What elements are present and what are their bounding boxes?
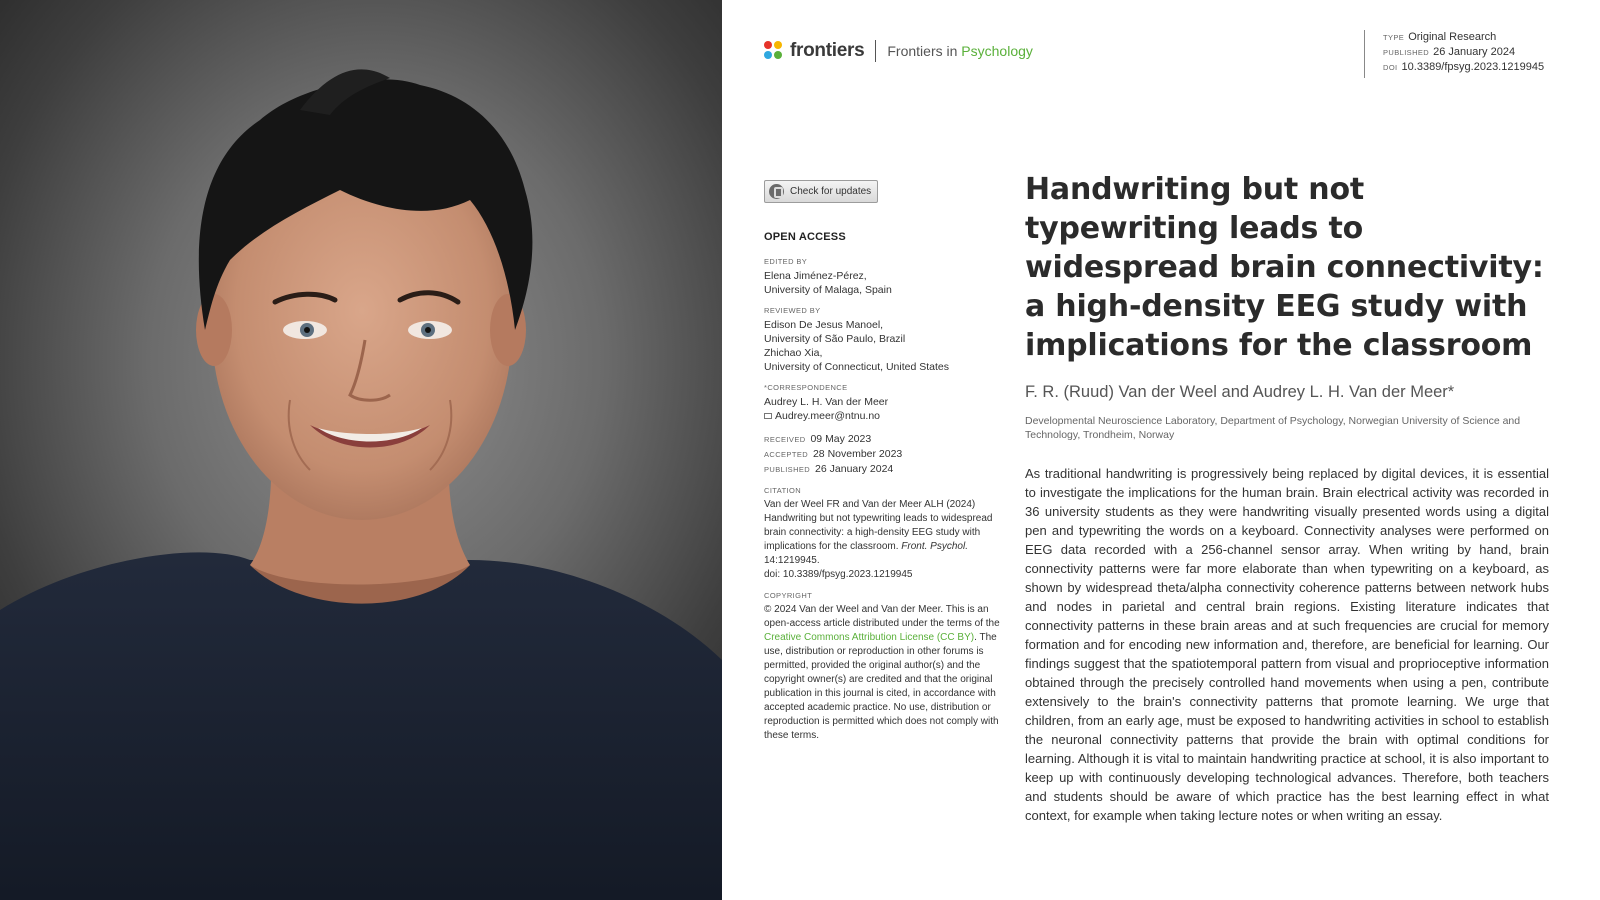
doi-line[interactable] — [1383, 60, 1544, 75]
journal-highlight: Psychology — [961, 43, 1033, 59]
correspondence-email-line[interactable] — [764, 409, 1004, 423]
doi-label: DOI — [1383, 63, 1398, 72]
open-access-heading: OPEN ACCESS — [764, 231, 846, 243]
correspondence-email[interactable]: Audrey.meer@ntnu.no — [775, 410, 881, 422]
brand-name[interactable]: frontiers — [790, 40, 865, 61]
accepted-date: 28 November 2023 — [812, 448, 903, 460]
license-link[interactable]: Creative Commons Attribution License (CC BY) — [764, 632, 975, 643]
doi-value[interactable]: 10.3389/fpsyg.2023.1219945 — [1401, 61, 1545, 73]
copyright-block — [764, 591, 1004, 743]
published-line — [1383, 45, 1544, 60]
article-sidebar — [764, 180, 1004, 752]
edited-by-label: EDITED BY — [764, 257, 808, 266]
article-affiliation: Developmental Neuroscience Laboratory, Department of Psychology, Norwegian University of Science and Technology, Trondheim, Norway — [1025, 415, 1521, 441]
received-label: RECEIVED — [764, 435, 806, 444]
published-label: PUBLISHED — [764, 465, 811, 474]
reviewer-affiliation: University of São Paulo, Brazil — [764, 333, 906, 345]
journal-prefix: Frontiers in — [887, 43, 962, 59]
reviewer-name: Zhichao Xia, — [764, 347, 823, 359]
correspondence-name: Audrey L. H. Van der Meer — [764, 396, 889, 408]
crossmark-icon — [769, 184, 784, 199]
envelope-icon — [764, 413, 772, 419]
edited-by-block — [764, 257, 1004, 297]
copyright-pre: © 2024 Van der Weel and Van der Meer. This is an open-access article distributed under the terms of the — [764, 604, 1000, 629]
published-label: PUBLISHED — [1383, 48, 1430, 57]
journal-name[interactable] — [887, 43, 1033, 59]
dates-block — [764, 432, 1004, 477]
correspondence-block — [764, 383, 1004, 423]
citation-doi[interactable]: doi: 10.3389/fpsyg.2023.1219945 — [764, 569, 913, 580]
citation-block — [764, 486, 1004, 582]
reviewer-name: Edison De Jesus Manoel, — [764, 319, 884, 331]
reviewed-by-block — [764, 306, 1004, 374]
type-label: TYPE — [1383, 33, 1405, 42]
published-line — [764, 462, 1004, 477]
reviewed-by-label: REVIEWED BY — [764, 306, 821, 315]
published-value: 26 January 2024 — [1433, 46, 1516, 58]
accepted-line — [764, 447, 1004, 462]
copyright-post: . The use, distribution or reproduction in other forums is permitted, provided the original author(s) and the copyright owner(s) are credited and that the original publication in this journal is cited, in accordance with accepted academic practice. No use, distribution or reproduction is permitted which does not comply with these terms. — [764, 632, 999, 741]
received-line — [764, 432, 1004, 447]
received-date: 09 May 2023 — [810, 433, 872, 445]
citation-text — [764, 498, 1004, 582]
accepted-label: ACCEPTED — [764, 450, 809, 459]
masthead-divider — [875, 40, 876, 62]
published-date: 26 January 2024 — [815, 463, 894, 475]
reviewer-affiliation: University of Connecticut, United States — [764, 361, 950, 373]
journal-masthead — [764, 36, 1033, 66]
editor-affiliation: University of Malaga, Spain — [764, 284, 892, 296]
type-line — [1383, 30, 1544, 45]
article-authors: F. R. (Ruud) Van der Weel and Audrey L. H. Van der Meer* — [1025, 383, 1455, 401]
correspondence-label: *CORRESPONDENCE — [764, 383, 848, 392]
portrait-illustration — [0, 0, 722, 900]
article-main — [1025, 170, 1549, 825]
citation-label: CITATION — [764, 486, 802, 495]
citation-main: Van der Weel FR and Van der Meer ALH (2024) Handwriting but not typewriting leads to widespread brain connectivity: a high-density EEG study with implications for the classroom. — [764, 499, 993, 552]
check-for-updates-button[interactable] — [764, 180, 878, 203]
copyright-text — [764, 603, 1004, 743]
frontiers-logo-icon — [764, 41, 784, 61]
check-for-updates-label: Check for updates — [790, 186, 872, 197]
author-portrait — [0, 0, 722, 900]
copyright-label: COPYRIGHT — [764, 591, 813, 600]
citation-journal: Front. Psychol. — [901, 541, 968, 552]
citation-volume: 14:1219945. — [764, 555, 820, 566]
editor-name: Elena Jiménez-Pérez, — [764, 270, 867, 282]
type-value: Original Research — [1408, 31, 1497, 43]
article-meta — [1364, 30, 1544, 78]
article-title: Handwriting but not typewriting leads to widespread brain connectivity: a high-density EEG study with implications for the classroom — [1025, 172, 1544, 363]
paper-page — [722, 0, 1600, 900]
article-abstract: As traditional handwriting is progressively being replaced by digital devices, it is essential to investigate the implications for the human brain. Brain electrical activity was recorded in 36 university students as they were handwriting visually presented words using a digital pen and typewriting the words on a keyboard. Connectivity analyses were performed on EEG data recorded with a 256-channel sensor array. When writing by hand, brain connectivity patterns were far more elaborate than when typewriting on a keyboard, as shown by widespread theta/alpha connectivity coherence patterns between network hubs and nodes in parietal and central brain regions. Existing literature indicates that connectivity patterns in these brain areas and at such frequencies are crucial for memory formation and for encoding new information and, therefore, are beneficial for learning. Our findings suggest that the spatiotemporal pattern from visual and proprioceptive information obtained through the precisely controlled hand movements when using a pen, contribute extensively to the brain's connectivity patterns that promote learning. We urge that children, from an early age, must be exposed to handwriting activities in school to establish the neuronal connectivity patterns that provide the brain with optimal conditions for learning. Although it is vital to maintain handwriting practice at school, it is also important to keep up with continuously developing technological advances. Therefore, both teachers and students should be aware of which practice has the best learning effect in what context, for example when taking lecture notes or when writing an essay. — [1025, 466, 1549, 823]
